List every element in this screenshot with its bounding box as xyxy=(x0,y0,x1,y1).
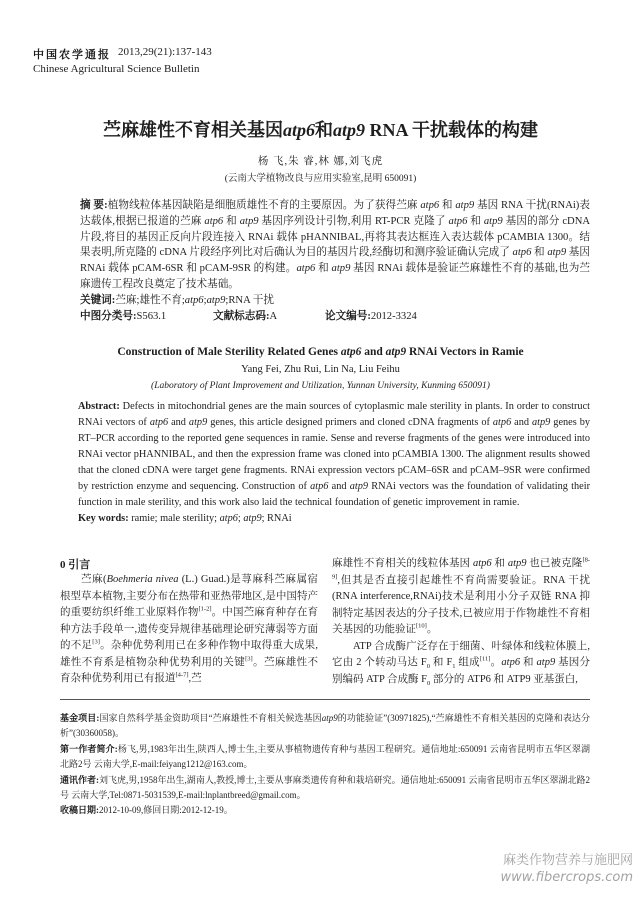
text-run: Construction of Male Sterility Related Genes xyxy=(117,346,341,358)
doc-code-label: 文献标志码: xyxy=(213,310,270,322)
text-run: 苎麻( xyxy=(81,574,107,585)
citation-ref: [8-9] xyxy=(332,556,591,580)
abstract-en-body xyxy=(78,401,590,508)
citation-ref: [4-7] xyxy=(175,671,189,679)
text-run: 基因分别编码 ATP 合成酶 F xyxy=(332,657,591,685)
affiliation-en: (Laboratory of Plant Improvement and Utilization, Yunnan University, Kunming 650091) xyxy=(151,381,490,391)
text-run: 组成 xyxy=(455,657,480,668)
text-run: ramie; male sterility; xyxy=(128,513,220,524)
intro-paragraph-left xyxy=(60,572,318,688)
italic-term: atp6 xyxy=(473,558,492,569)
text-run: 。 xyxy=(426,624,438,635)
text-run: 也已被克隆 xyxy=(526,558,583,569)
footnote-label: 收稿日期: xyxy=(60,805,99,816)
abstract-en xyxy=(78,399,590,511)
italic-term: atp9 xyxy=(385,346,407,358)
text-run: RNAi vectors was the foundation of validating their function in male sterility, and this work also laid the technical foundation of genetic improvement in ramie. xyxy=(78,481,590,508)
text-run: ,苎 xyxy=(188,673,202,684)
text-run: 基因的部分 cDNA 片段,将目的基因正反向片段连接入 RNAi 载体 pHANNIBAL,再将其表达框连入表达载体 pCAMBIA 1300。结果表明,所克隆的 cDNA 片段经序列比对后确认为目的基因片段,经酶切和测序验证确认完成了 xyxy=(80,215,591,259)
italic-term: atp9 xyxy=(243,513,262,524)
authors-en: Yang Fei, Zhu Rui, Lin Na, Liu Feihu xyxy=(241,364,400,375)
abstract-cn xyxy=(80,198,590,293)
text-run: genes, this article designed primers and cloned cDNA fragments of xyxy=(207,417,493,428)
italic-term: atp9 xyxy=(239,215,259,227)
journal-name-en: Chinese Agricultural Science Bulletin xyxy=(33,63,200,75)
italic-term: atp9 xyxy=(349,481,369,492)
text-run: 。杂种优势利用已在多种作物中取得重大成果,雄性不育系是植物杂种优势利用的关键 xyxy=(60,640,319,668)
text-run: 的功能验证”(30971825),“苎麻雄性不育相关基因的克隆和表达分析”(30360058)。 xyxy=(60,713,590,739)
text-run: 和 xyxy=(531,247,548,259)
text-run: 和 xyxy=(491,558,508,569)
footnote-label: 通讯作者: xyxy=(60,774,100,785)
text-run: 刘飞虎,男,1958年出生,湖南人,教授,博士,主要从事麻类遗传育种和栽培研究。通信地址:650091 云南省昆明市五华区翠湖北路2号 云南大学,Tel:0871-5031539,E-mail:lnplantbreed@gmail.com。 xyxy=(60,774,590,801)
intro-column-right xyxy=(332,556,590,688)
watermark-url: www.fibercrops.com xyxy=(500,870,633,885)
italic-term: atp6 xyxy=(219,513,238,524)
italic-term: atp9 xyxy=(547,247,567,259)
italic-term: atp6 xyxy=(492,417,512,428)
text-run: ; RNAi xyxy=(261,513,292,524)
text-run: 苎麻;雄性不育; xyxy=(115,294,185,306)
keywords-cn-label: 关键词: xyxy=(80,294,116,306)
text-run: and xyxy=(361,346,386,358)
italic-term: atp6 xyxy=(184,294,204,306)
italic-term: atp9 xyxy=(536,657,556,668)
italic-term: atp6 xyxy=(149,417,169,428)
text-run: 2012-10-09,修回日期:2012-12-19。 xyxy=(99,805,233,816)
italic-term: atp6 xyxy=(501,657,521,668)
clc-label: 中图分类号: xyxy=(80,310,137,322)
text-run: and xyxy=(328,481,350,492)
text-run: 基因 RNAi 载体 pCAM-6SR 和 pCAM-9SR 的构建。 xyxy=(80,247,591,275)
paper-number-value: 2012-3324 xyxy=(370,310,417,322)
italic-term: atp9 xyxy=(331,263,351,275)
italic-term: atp6 xyxy=(340,346,362,358)
text-run: 基因序列设计引物,利用 RT-PCR 克隆了 xyxy=(258,215,449,227)
text-run: 。中国苎麻育种存在育种方法手段单一,遗传变异规律基础理论研究薄弱等方面的不足 xyxy=(60,607,319,651)
text-run: ATP 合成酶广泛存在于细菌、叶绿体和线粒体膜上,它由 2 个转动马达 F xyxy=(332,640,590,668)
italic-term: atp9 xyxy=(483,215,503,227)
section-heading-intro: 0 引言 xyxy=(60,559,91,571)
citation-ref: [10] xyxy=(416,622,427,630)
paper-number xyxy=(325,309,417,325)
footnotes xyxy=(60,711,590,819)
citation-ref: [3] xyxy=(245,655,253,662)
text-run: 基因 RNA 干扰(RNAi)表达载体,根据已报道的苎麻 xyxy=(80,200,590,227)
text-run: 植物线粒体基因缺陷是细胞质雄性不育的主要原因。为了获得苎麻 xyxy=(107,200,421,211)
paper-title-en xyxy=(0,346,641,358)
text-run: and xyxy=(168,417,189,428)
clc-value: S563.1 xyxy=(136,310,167,322)
paper-title-cn xyxy=(0,116,641,142)
text-run: and xyxy=(511,417,533,428)
text-run: ;RNA 干扰 xyxy=(225,294,274,306)
text-run: 麻雄性不育相关的线粒体基因 xyxy=(332,558,473,569)
italic-term: atp6 xyxy=(204,215,224,227)
text-run: 和 xyxy=(314,120,333,140)
subscript: 0 xyxy=(427,679,431,687)
abstract-cn-section xyxy=(80,198,590,324)
keywords-cn-body xyxy=(115,295,274,306)
abstract-cn-body xyxy=(80,200,590,290)
text-run: (L.) Guad.)是荨麻科苎麻属宿根型草本植物,主要分布在热带和亚热带地区,是中国特产的重要纺织纤维工业原料作物 xyxy=(60,574,318,618)
text-run: 和 xyxy=(439,200,456,211)
text-run: Defects in mitochondrial genes are the main sources of cytoplasmic male sterility in plants. In order to construct RNAi vectors of xyxy=(78,401,590,428)
journal-name-cn: 中国农学通报 xyxy=(33,49,111,61)
text-run: 和 xyxy=(223,215,240,227)
italic-term: atp9 xyxy=(188,417,208,428)
text-run: ; xyxy=(237,513,244,524)
document-code xyxy=(213,309,325,325)
text-run: 和 xyxy=(520,657,537,668)
doc-code-value: A xyxy=(269,310,278,322)
abstract-en-label: Abstract: xyxy=(78,401,120,412)
subscript: 0 xyxy=(426,663,431,671)
footnote-body xyxy=(60,775,590,800)
text-run: 国家自然科学基金资助项目“苎麻雄性不育相关候选基因 xyxy=(99,713,322,723)
text-run: 和 F xyxy=(430,657,453,668)
text-run: 和 xyxy=(315,263,332,275)
italic-term: atp6 xyxy=(296,263,316,275)
footnote-body xyxy=(99,805,233,815)
italic-term: atp6 xyxy=(512,247,532,259)
footnote-corresponding-author xyxy=(60,773,590,804)
intro-paragraph-right-1 xyxy=(332,556,590,639)
text-run: 基因 RNAi 载体是验证苎麻雄性不育的基础,也为苎麻遗传工程改良奠定了技术基础。 xyxy=(80,263,591,290)
keywords-cn xyxy=(80,293,590,309)
citation-ref: [1-2] xyxy=(198,605,212,613)
italic-term: atp9 xyxy=(532,417,551,428)
abstract-cn-label: 摘 要: xyxy=(80,200,108,211)
footnote-body xyxy=(60,744,590,769)
keywords-en-label: Key words: xyxy=(78,513,129,524)
watermark-text-cn: 麻类作物营养与施肥网 xyxy=(502,853,633,868)
italic-term: atp6 xyxy=(420,200,440,211)
keywords-en-body xyxy=(129,513,292,524)
italic-term: atp9 xyxy=(206,294,226,306)
affiliation-cn: (云南大学植物改良与应用实验室,昆明 650091) xyxy=(224,174,417,184)
footnote-label: 第一作者简介: xyxy=(60,743,118,754)
italic-term: atp9 xyxy=(332,120,365,140)
italic-term: atp6 xyxy=(310,481,329,492)
text-run: RNAi Vectors in Ramie xyxy=(406,346,524,358)
footnote-divider xyxy=(60,699,590,700)
footnote-dates xyxy=(60,803,590,818)
text-run: 。 xyxy=(490,657,502,668)
abstract-en-section xyxy=(78,399,590,527)
clc-number xyxy=(80,309,213,325)
authors-cn: 杨 飞,朱 睿,林 娜,刘飞虎 xyxy=(257,156,384,167)
intro-paragraph-right-2 xyxy=(332,639,590,689)
text-run: ,但其是否直接引起雄性不育尚需要验证。RNA 干扰(RNA interference,RNAi)技术是利用小分子双链 RNA 抑制特定基因表达的分子技术,已被应用于作物雄性不育相关基因的功能验证 xyxy=(332,574,590,635)
footnote-body xyxy=(60,713,590,738)
italic-term: atp9 xyxy=(507,558,527,569)
footnote-funding xyxy=(60,711,590,742)
subscript: 1 xyxy=(452,663,456,671)
italic-term: atp9 xyxy=(455,200,475,211)
footnote-label: 基金项目: xyxy=(60,713,100,723)
text-run: 。苎麻雄性不育杂种优势利用已有报道 xyxy=(60,656,319,684)
keywords-en xyxy=(78,511,590,527)
citation-ref: [3] xyxy=(92,638,100,646)
italic-term: atp9 xyxy=(321,713,338,723)
classification-row xyxy=(80,309,590,325)
journal-citation: 2013,29(21):137-143 xyxy=(118,46,212,58)
italic-term: atp6 xyxy=(448,215,468,227)
italic-term: Boehmeria nivea xyxy=(106,574,179,585)
text-run: 部分的 ATP6 和 ATP9 亚基蛋白, xyxy=(430,673,578,685)
text-run: 和 xyxy=(467,215,484,227)
text-run: RNA 干扰载体的构建 xyxy=(365,120,539,140)
text-run: genes by RT–PCR according to the reported gene sequences in ramie. Sense and reverse fragments of the genes were introduced into RNAi vector pHANNIBAL, and then the expression frame was cloned into pCAMBIA 1300. The alignment results showed that the cloned cDNA were target gene fragments. RNAi expression vectors pCAM–6SR and pCAM–9SR were confirmed by restriction enzyme and sequencing. Construction of xyxy=(78,417,590,492)
footnote-first-author xyxy=(60,742,590,773)
paper-number-label: 论文编号: xyxy=(325,310,371,322)
text-run: 杨飞,男,1983年出生,陕西人,博士生,主要从事植物遗传育种与基因工程研究。通信地址:650091 云南省昆明市五华区翠湖北路2号 云南大学,E-mail:feiyang1212@163.com。 xyxy=(60,743,590,770)
text-run: 苎麻雄性不育相关基因 xyxy=(102,120,283,140)
citation-ref: [11] xyxy=(479,655,491,663)
text-run: ; xyxy=(203,294,207,306)
site-watermark xyxy=(500,852,633,886)
italic-term: atp6 xyxy=(282,120,315,140)
